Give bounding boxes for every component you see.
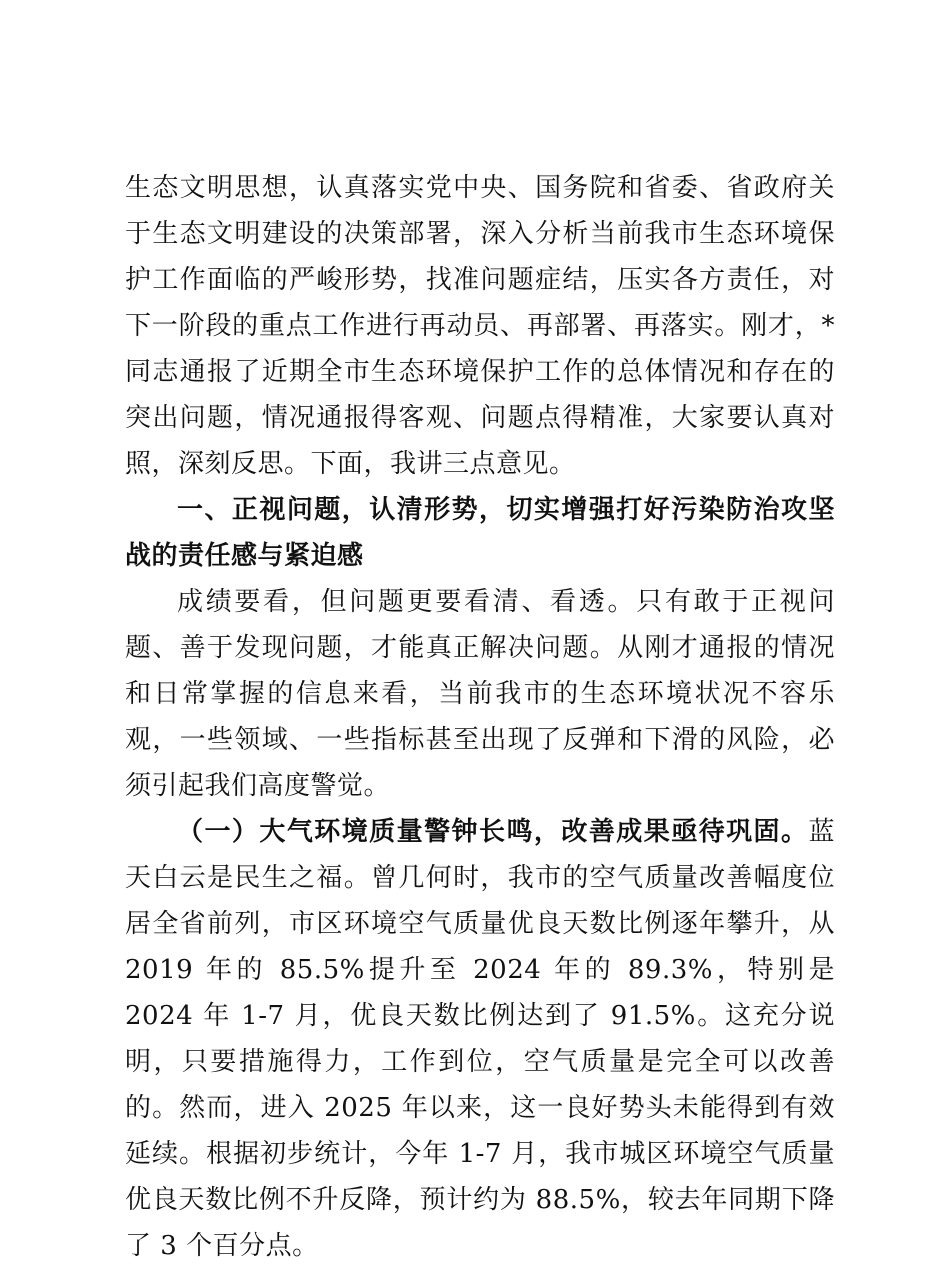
body-paragraph-1: 生态文明思想，认真落实党中央、国务院和省委、省政府关于生态文明建设的决策部署，深入分析当前我市生态环境保护工作面临的严峻形势，找准问题症结，压实各方责任，对下一阶段的重点工作进行再动员、再部署、再落实。刚才，*同志通报了近期全市生态环境保护工作的总体情况和存在的突出问题，情况通报得客观、问题点得精准，大家要认真对照，深刻反思。下面，我讲三点意见。 (125, 173, 835, 479)
body-paragraph-3-text: 蓝天白云是民生之福。曾几何时，我市的空气质量改善幅度位居全省前列，市区环境空气质量优良天数比例逐年攀升，从 2019 年的 85.5%提升至 2024 年的 89.3%，特别是 2024 年 1-7 月，优良天数比例达到了 91.5%。这充分说明，只要措施得力，工作到位，空气质量是完全可以改善的。然而，进入 2025 年以来，这一良好势头未能得到有效延续。根据初步统计，今年 1-7 月，我市城区环境空气质量优良天数比例不升反降，预计约为 88.5%，较去年同期下降了 3 个百分点。 (125, 817, 835, 1261)
sub-heading-1: （一）大气环境质量警钟长鸣，改善成果亟待巩固。 (177, 817, 809, 847)
body-paragraph-3 (125, 809, 835, 1269)
body-paragraph-2: 成绩要看，但问题更要看清、看透。只有敢于正视问题、善于发现问题，才能真正解决问题。从刚才通报的情况和日常掌握的信息来看，当前我市的生态环境状况不容乐观，一些领域、一些指标甚至出现了反弹和下滑的风险，必须引起我们高度警觉。 (125, 587, 835, 801)
section-heading-1: 一、正视问题，认清形势，切实增强打好污染防治攻坚战的责任感与紧迫感 (125, 495, 835, 571)
document-page (125, 165, 835, 1269)
